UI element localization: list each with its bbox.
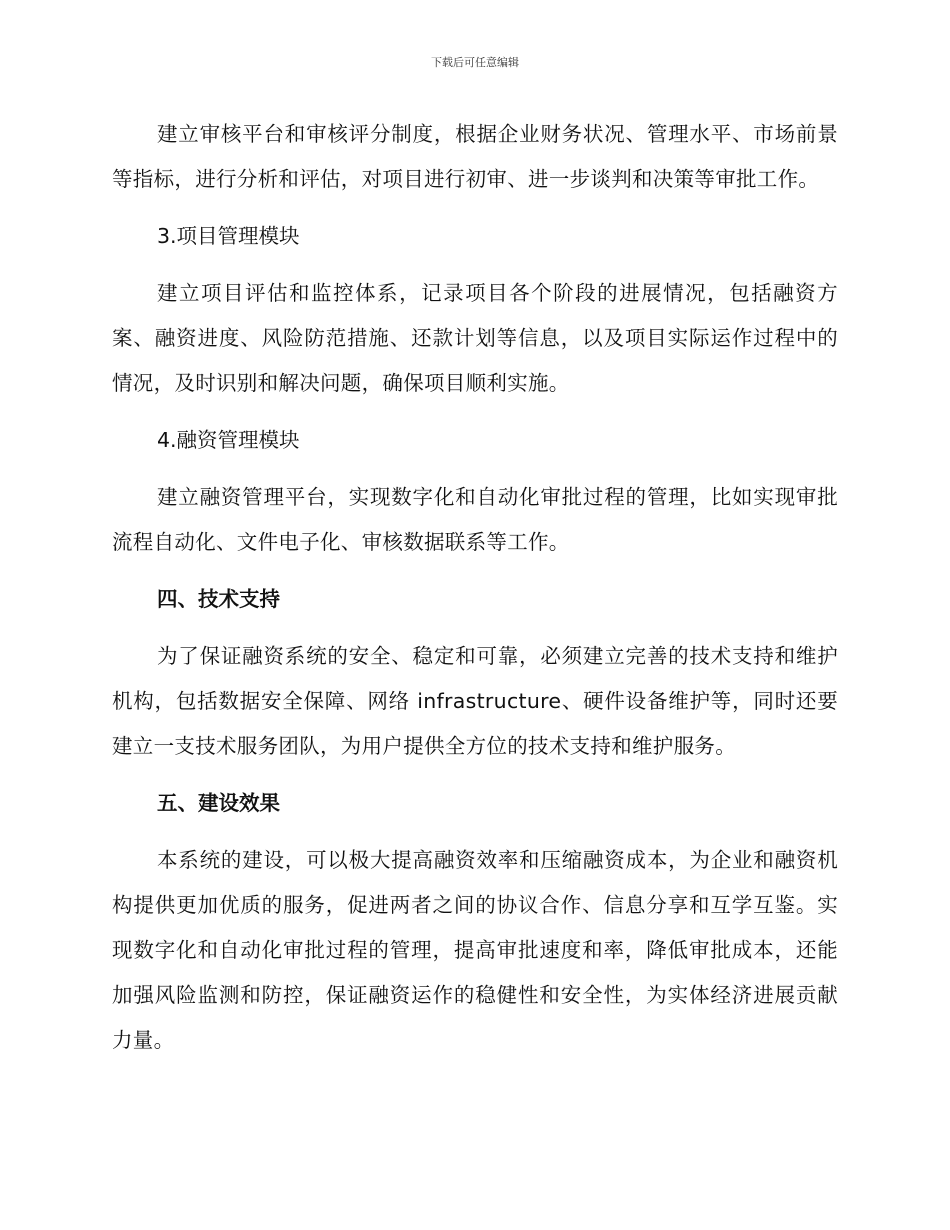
paragraph-review-platform: 建立审核平台和审核评分制度，根据企业财务状况、管理水平、市场前景等指标，进行分析和评估，对项目进行初审、进一步谈判和决策等审批工作。 [112, 122, 838, 191]
paragraph-project-management: 建立项目评估和监控体系，记录项目各个阶段的进展情况，包括融资方案、融资进度、风险防范措施、还款计划等信息，以及项目实际运作过程中的情况，及时识别和解决问题，确保项目顺利实施。 [112, 281, 838, 395]
paragraph-construction-effect: 本系统的建设，可以极大提高融资效率和压缩融资成本，为企业和融资机构提供更加优质的服务，促进两者之间的协议合作、信息分享和互学互鉴。实现数字化和自动化审批过程的管理，提高审批速度和率，降低审批成本，还能加强风险监测和防控，保证融资运作的稳健性和安全性，为实体经济进展贡献力量。 [112, 848, 838, 1052]
heading-project-management: 3.项目管理模块 [157, 224, 300, 248]
paragraph-technical-support: 为了保证融资系统的安全、稳定和可靠，必须建立完善的技术支持和维护机构，包括数据安全保障、网络 infrastructure、硬件设备维护等，同时还要建立一支技术服务团队，为用户提供全方位的技术支持和维护服务。 [112, 644, 838, 758]
heading-technical-support: 四、技术支持 [157, 587, 280, 611]
paragraph-finance-management: 建立融资管理平台，实现数字化和自动化审批过程的管理，比如实现审批流程自动化、文件电子化、审核数据联系等工作。 [112, 485, 838, 554]
document-body [112, 112, 838, 1075]
page-header: 下载后可任意编辑 [431, 56, 519, 69]
heading-finance-management: 4.融资管理模块 [157, 428, 300, 452]
heading-construction-effect: 五、建设效果 [157, 791, 280, 815]
